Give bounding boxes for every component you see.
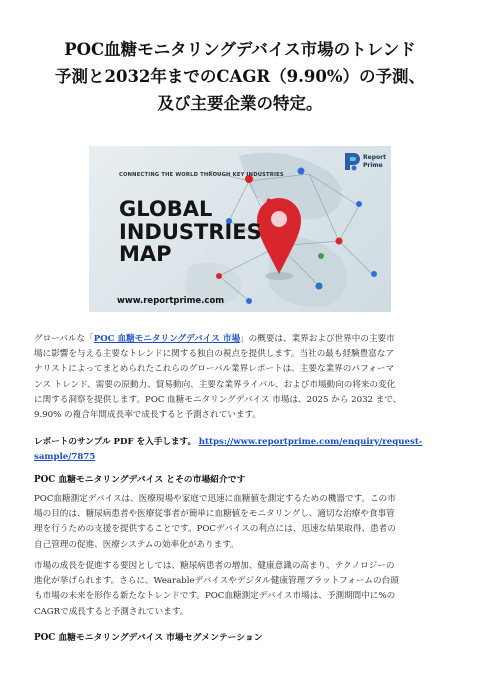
hero-heading-line: MAP — [119, 242, 172, 266]
desc-line: POC血糖測定デバイスは、医療現場や家庭で迅速に血糖値を測定するための機器です。この市 — [34, 494, 396, 504]
hero-heading-line: INDUSTRIES — [119, 219, 262, 244]
desc-line: 理を行うための支援を提供することです。POCデバイスの利点には、迅速な結果取得、患者の — [34, 524, 396, 535]
intro-line: 9.90% の複合年間成長率で成長すると予測されています。 — [34, 410, 262, 421]
sample-line — [34, 435, 450, 450]
intro-text: 」の概要は、業界および世界中の主要市 — [240, 334, 395, 344]
intro-line: ンス トレンド、需要の原動力、貿易動向、主要な業界ライバル、および市場動向の将来の変化 — [34, 379, 396, 390]
sample-label: レポートのサンプル PDF を入手します。 — [34, 437, 197, 447]
logo-text — [363, 154, 386, 169]
growth-line: も市場の未来を形作る新たなトレンドです。POC血糖測定デバイス市場は、予測期間中に%の — [34, 591, 396, 602]
logo-text-line: Report — [363, 154, 386, 161]
hero-heading — [119, 198, 262, 266]
growth-line: 市場の成長を促進する要因としては、糖尿病患者の増加、健康意識の高まり、テクノロジーの — [34, 561, 395, 571]
sample-link-cont[interactable]: sample/7875 — [34, 452, 96, 463]
intro-line: ナリストによってまとめられたこれらのグローバル業界レポートは、主要な業界のパフォーマ — [34, 364, 394, 375]
intro-text: グローバルな「 — [34, 334, 94, 344]
title-line-2: 予測と2032年までのCAGR（9.90%）の予測、 — [54, 67, 426, 86]
logo-icon — [343, 151, 361, 171]
title-line-3: 及び主要企業の特定。 — [157, 94, 323, 113]
hero-banner-image — [89, 146, 391, 312]
hero-heading-line: GLOBAL — [119, 197, 213, 221]
intro-line: 場に影響を与える主要なトレンドに関する独自の視点を提供します。当社の最も経験豊富なア — [34, 349, 395, 360]
section-heading-intro: POC 血糖モニタリングデバイス とその市場紹介です — [34, 475, 246, 485]
hero-tagline: CONNECTING THE WORLD THROUGH KEY INDUSTRIES — [119, 172, 284, 178]
sample-request — [34, 435, 450, 465]
sample-line — [34, 450, 450, 465]
desc-line: 場の目的は、糖尿病患者や医療従事者が簡単に血糖値をモニタリングし、適切な治療や食事管 — [34, 509, 395, 520]
hero-url: www.reportprime.com — [117, 296, 225, 306]
section-heading-segmentation: POC 血糖モニタリングデバイス 市場セグメンテーション — [34, 633, 263, 643]
logo-text-line: Prime — [363, 161, 383, 169]
title-line-1: POC血糖モニタリングデバイス市場のトレンド — [64, 40, 416, 59]
market-link[interactable]: POC 血糖モニタリングデバイス 市場 — [93, 334, 241, 344]
intro-line: に関する洞察を提供します。POC 血糖モニタリングデバイス 市場は、2025 から 2032 まで、 — [34, 394, 402, 405]
description-paragraph — [34, 492, 450, 553]
intro-paragraph — [34, 332, 450, 423]
desc-line: 自己管理の促進、医療システムの効率化があります。 — [34, 539, 239, 550]
report-prime-logo — [343, 151, 389, 173]
sample-link[interactable]: https://www.reportprime.com/enquiry/request- — [198, 437, 423, 447]
page-title — [30, 36, 450, 117]
growth-line: 進化が挙げられます。さらに、Wearableデバイスやデジタル健康管理プラットフォームの台頭 — [34, 576, 399, 587]
growth-paragraph — [34, 559, 450, 620]
intro-line — [34, 332, 450, 347]
growth-line: CAGRで成長すると予測されています。 — [34, 606, 189, 617]
